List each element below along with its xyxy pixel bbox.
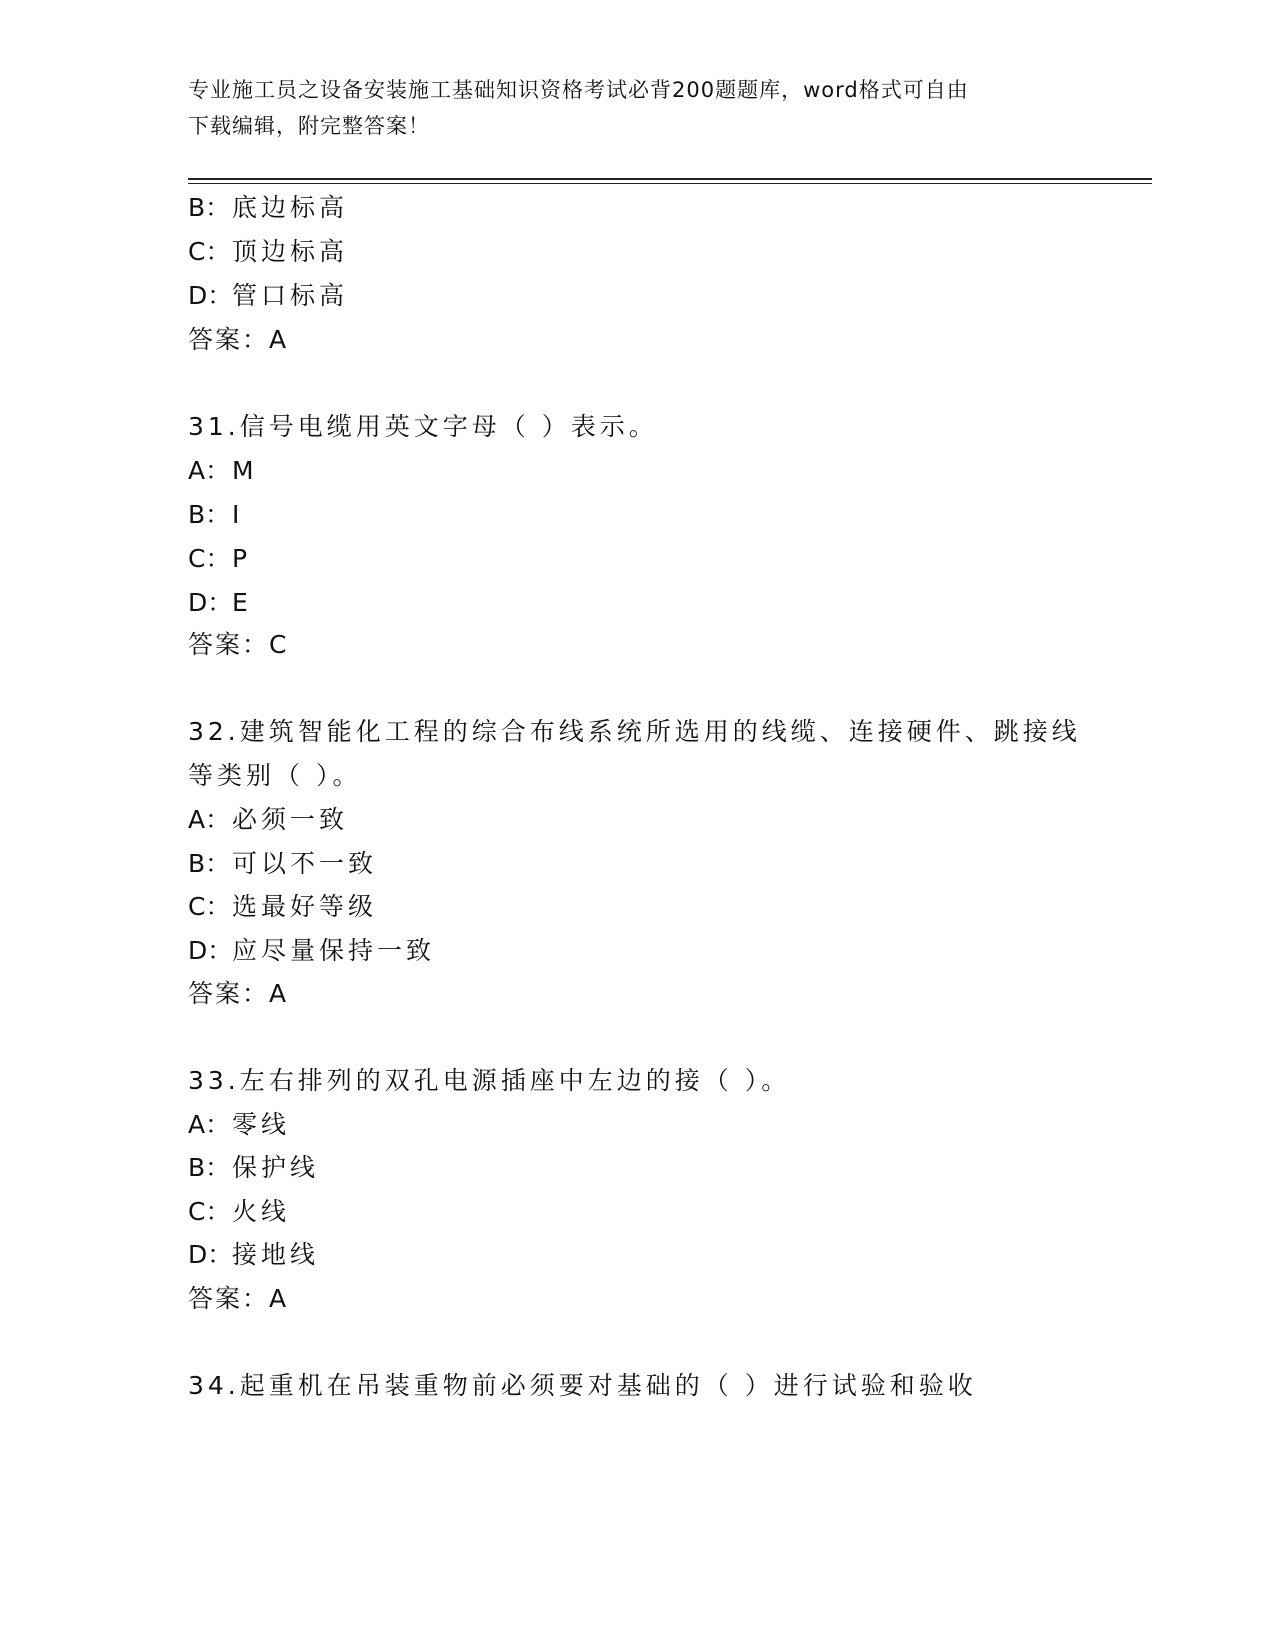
q31-option-a: A：M bbox=[188, 456, 258, 485]
q32-option-a: A：必须一致 bbox=[188, 805, 349, 834]
q30-answer: 答案：A bbox=[188, 325, 289, 354]
q33-question: 33.左右排列的双孔电源插座中左边的接（ ）。 bbox=[188, 1066, 791, 1095]
q31-question: 31.信号电缆用英文字母（ ）表示。 bbox=[188, 412, 658, 441]
header-divider-thick bbox=[188, 178, 1152, 180]
q31-answer: 答案：C bbox=[188, 630, 289, 659]
q33-option-d: D：接地线 bbox=[188, 1240, 320, 1269]
header-line-1: 专业施工员之设备安装施工基础知识资格考试必背200题题库，word格式可自由 bbox=[188, 78, 969, 102]
q33-option-b: B：保护线 bbox=[188, 1153, 320, 1182]
header-line-2: 下载编辑，附完整答案！ bbox=[188, 114, 430, 138]
q30-option-c: C：顶边标高 bbox=[188, 237, 349, 266]
q32-answer: 答案：A bbox=[188, 979, 289, 1008]
document-header bbox=[188, 72, 1088, 144]
q34-question: 34.起重机在吊装重物前必须要对基础的（ ）进行试验和验收 bbox=[188, 1371, 977, 1400]
q33-option-a: A：零线 bbox=[188, 1110, 291, 1139]
q32-question-line-1: 32.建筑智能化工程的综合布线系统所选用的线缆、连接硬件、跳接线 bbox=[188, 717, 1081, 746]
q33-option-c: C：火线 bbox=[188, 1197, 291, 1226]
q31-option-c: C：P bbox=[188, 544, 252, 573]
q32-option-c: C：选最好等级 bbox=[188, 892, 378, 921]
q32-option-b: B：可以不一致 bbox=[188, 849, 378, 878]
q33-answer: 答案：A bbox=[188, 1284, 289, 1313]
q31-option-b: B：I bbox=[188, 500, 244, 529]
q32-question-line-2: 等类别（ ）。 bbox=[188, 761, 362, 790]
q30-option-d: D：管口标高 bbox=[188, 281, 349, 310]
q32-option-d: D：应尽量保持一致 bbox=[188, 936, 436, 965]
q31-option-d: D：E bbox=[188, 588, 252, 617]
header-divider-thin bbox=[188, 183, 1152, 184]
q30-option-b: B：底边标高 bbox=[188, 193, 349, 222]
